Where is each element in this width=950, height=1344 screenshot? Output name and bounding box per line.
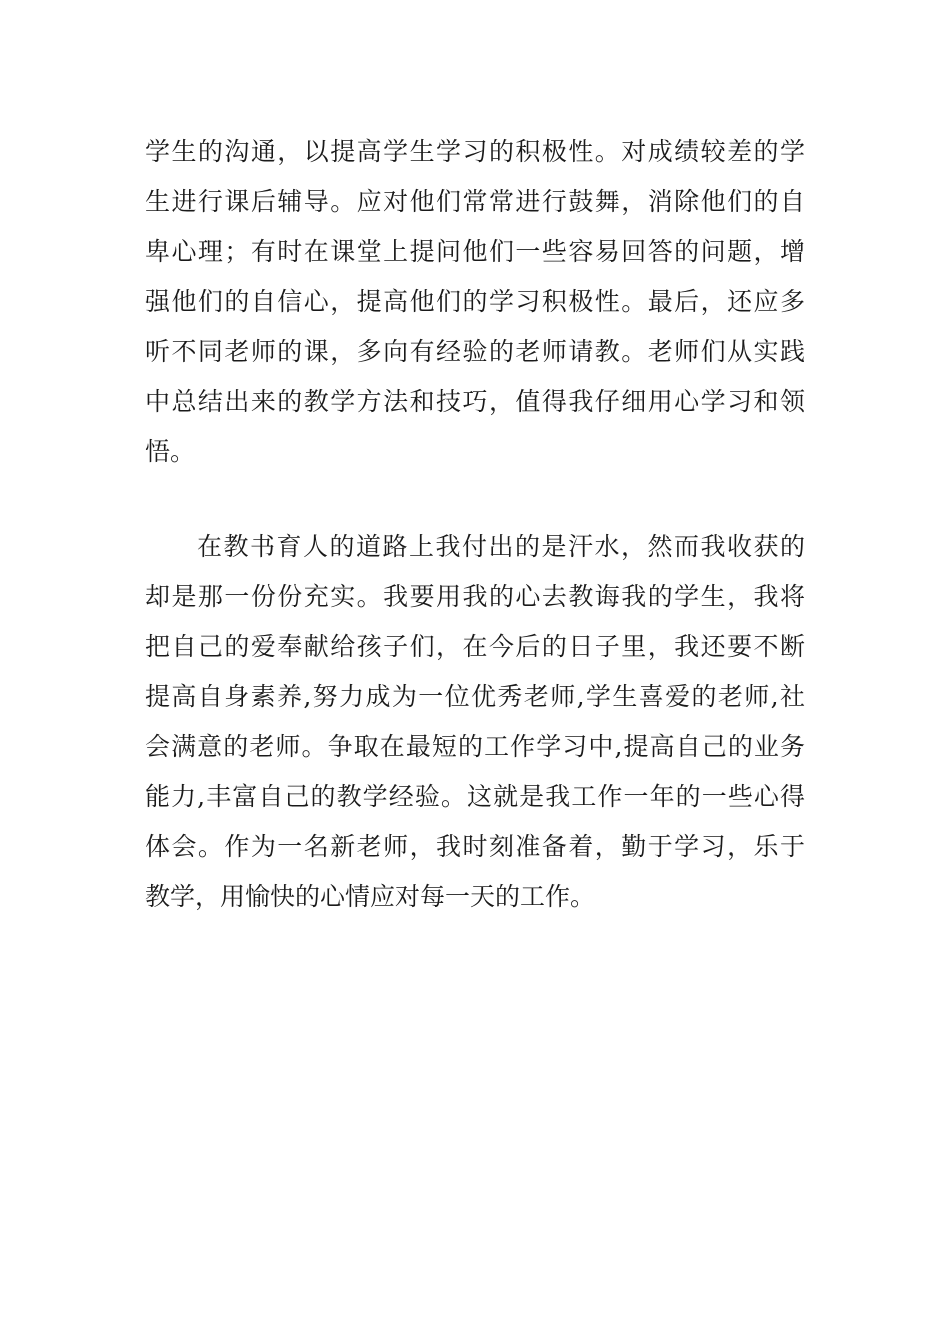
paragraph-line: 却是那一份份充实。我要用我的心去教诲我的学生，我将 (145, 582, 805, 611)
paragraph-line: 提高自身素养,努力成为一位优秀老师,学生喜爱的老师,社 (145, 682, 805, 711)
paragraph-line: 会满意的老师。争取在最短的工作学习中,提高自己的业务 (145, 732, 805, 761)
paragraph-line: 听不同老师的课，多向有经验的老师请教。老师们从实践 (145, 337, 805, 366)
paragraph-1 (145, 127, 805, 477)
paragraph-line: 卑心理；有时在课堂上提问他们一些容易回答的问题，增 (145, 237, 805, 266)
paragraph-line: 能力,丰富自己的教学经验。这就是我工作一年的一些心得 (145, 782, 805, 811)
paragraph-line: 在教书育人的道路上我付出的是汗水，然而我收获的 (197, 532, 805, 561)
paragraph-line: 中总结出来的教学方法和技巧，值得我仔细用心学习和领 (145, 387, 805, 416)
paragraph-2 (145, 522, 805, 922)
paragraph-line: 强他们的自信心，提高他们的学习积极性。最后，还应多 (145, 287, 805, 316)
paragraph-line: 生进行课后辅导。应对他们常常进行鼓舞，消除他们的自 (145, 187, 805, 216)
paragraph-line: 悟。 (145, 437, 196, 466)
paragraph-line: 体会。作为一名新老师，我时刻准备着，勤于学习，乐于 (145, 832, 805, 861)
paragraph-line: 学生的沟通，以提高学生学习的积极性。对成绩较差的学 (145, 137, 805, 166)
paragraph-line: 把自己的爱奉献给孩子们，在今后的日子里，我还要不断 (145, 632, 805, 661)
paragraph-line: 教学，用愉快的心情应对每一天的工作。 (145, 882, 596, 911)
